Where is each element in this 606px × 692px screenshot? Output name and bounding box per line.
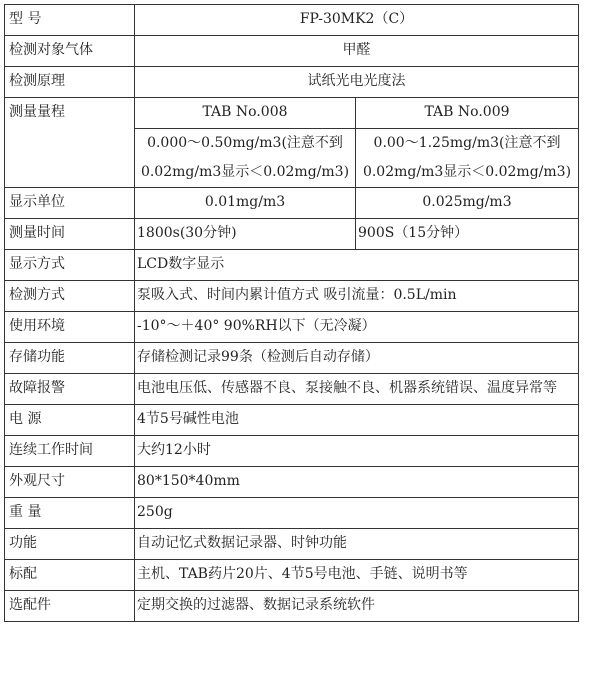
spec-table — [4, 4, 579, 622]
range-value-008: 0.000～0.50mg/m3(注意不到0.02mg/m3显示＜0.02mg/m3) — [135, 129, 356, 188]
value-display: LCD数字显示 — [135, 250, 579, 281]
row-alarm — [5, 374, 579, 405]
label-size: 外观尺寸 — [5, 467, 135, 498]
time-value-008: 1800s(30分钟) — [135, 219, 356, 250]
value-gas: 甲醛 — [135, 36, 579, 67]
row-weight — [5, 498, 579, 529]
value-model: FP-30MK2（C） — [135, 5, 579, 36]
label-unit: 显示单位 — [5, 188, 135, 219]
label-function: 功能 — [5, 529, 135, 560]
label-alarm: 故障报警 — [5, 374, 135, 405]
label-range: 测量量程 — [5, 98, 135, 188]
row-environment — [5, 312, 579, 343]
label-runtime: 连续工作时间 — [5, 436, 135, 467]
row-time — [5, 219, 579, 250]
value-size: 80*150*40mm — [135, 467, 579, 498]
label-gas: 检测对象气体 — [5, 36, 135, 67]
label-optional: 选配件 — [5, 591, 135, 622]
row-optional — [5, 591, 579, 622]
value-weight: 250g — [135, 498, 579, 529]
label-method: 检测方式 — [5, 281, 135, 312]
value-method: 泵吸入式、时间内累计值方式 吸引流量：0.5L/min — [135, 281, 579, 312]
label-time: 测量时间 — [5, 219, 135, 250]
row-model — [5, 5, 579, 36]
row-function — [5, 529, 579, 560]
value-environment: -10°～＋40° 90%RH以下（无冷凝） — [135, 312, 579, 343]
range-tab-008: TAB No.008 — [135, 98, 356, 129]
row-power — [5, 405, 579, 436]
value-optional: 定期交换的过滤器、数据记录系统软件 — [135, 591, 579, 622]
value-storage: 存储检测记录99条（检测后自动存储） — [135, 343, 579, 374]
range-tab-009: TAB No.009 — [356, 98, 579, 129]
row-display — [5, 250, 579, 281]
row-runtime — [5, 436, 579, 467]
value-function: 自动记忆式数据记录器、时钟功能 — [135, 529, 579, 560]
label-model: 型 号 — [5, 5, 135, 36]
label-weight: 重 量 — [5, 498, 135, 529]
label-storage: 存储功能 — [5, 343, 135, 374]
label-display: 显示方式 — [5, 250, 135, 281]
value-alarm: 电池电压低、传感器不良、泵接触不良、机器系统错误、温度异常等 — [135, 374, 579, 405]
row-range-tabs — [5, 98, 579, 129]
row-method — [5, 281, 579, 312]
label-standard: 标配 — [5, 560, 135, 591]
label-principle: 检测原理 — [5, 67, 135, 98]
value-runtime: 大约12小时 — [135, 436, 579, 467]
row-gas — [5, 36, 579, 67]
time-value-009: 900S（15分钟） — [356, 219, 579, 250]
unit-value-008: 0.01mg/m3 — [135, 188, 356, 219]
label-power: 电 源 — [5, 405, 135, 436]
value-standard: 主机、TAB药片20片、4节5号电池、手链、说明书等 — [135, 560, 579, 591]
label-environment: 使用环境 — [5, 312, 135, 343]
row-principle — [5, 67, 579, 98]
row-standard — [5, 560, 579, 591]
value-power: 4节5号碱性电池 — [135, 405, 579, 436]
row-unit — [5, 188, 579, 219]
range-value-009: 0.00～1.25mg/m3(注意不到0.02mg/m3显示＜0.02mg/m3) — [356, 129, 579, 188]
row-size — [5, 467, 579, 498]
unit-value-009: 0.025mg/m3 — [356, 188, 579, 219]
row-storage — [5, 343, 579, 374]
value-principle: 试纸光电光度法 — [135, 67, 579, 98]
